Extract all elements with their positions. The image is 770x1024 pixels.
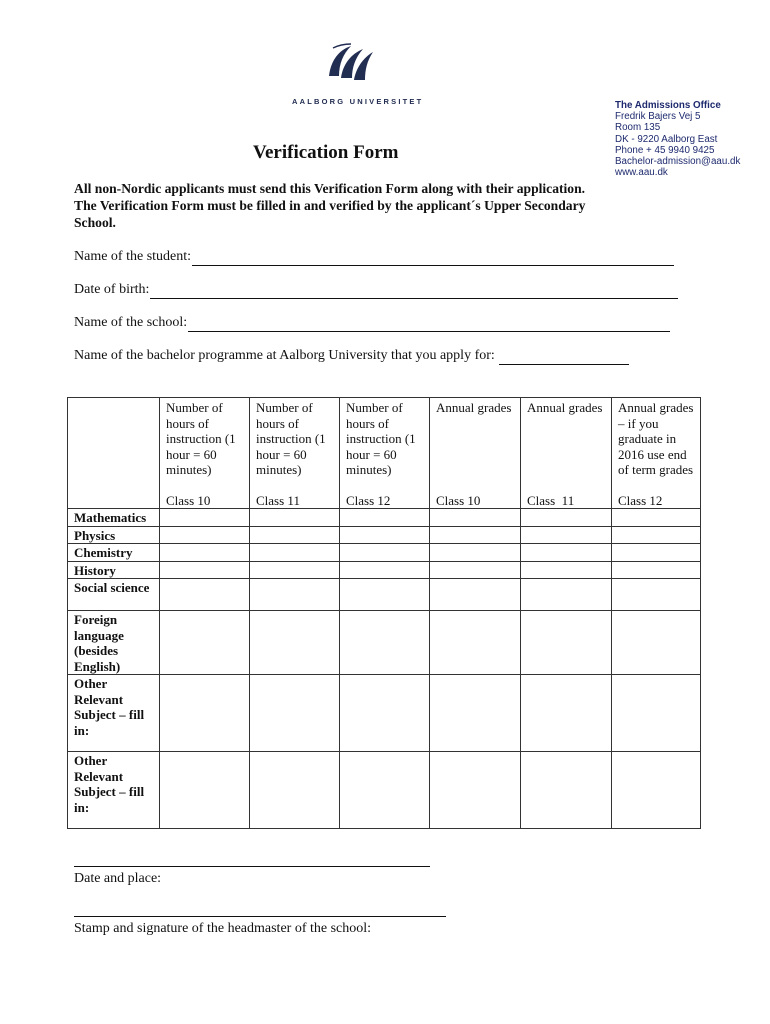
grade-cell[interactable] [521, 579, 612, 611]
column-header-text: Annual grades [527, 400, 603, 415]
column-header-text: Number of hours of instruction (1 hour = 60 minutes) [346, 400, 416, 477]
column-header [250, 398, 340, 509]
table-row [68, 579, 701, 611]
grade-cell[interactable] [340, 561, 430, 579]
grade-cell[interactable] [521, 561, 612, 579]
grade-cell[interactable] [612, 752, 701, 829]
grade-cell[interactable] [160, 526, 250, 544]
grade-cell[interactable] [612, 611, 701, 675]
grade-cell[interactable] [250, 561, 340, 579]
aau-logo [325, 42, 385, 88]
grade-cell[interactable] [250, 611, 340, 675]
grade-cell[interactable] [160, 544, 250, 562]
subject-label: History [68, 561, 160, 579]
address-line: Fredrik Bajers Vej 5 [615, 111, 701, 123]
grade-cell[interactable] [521, 752, 612, 829]
grade-cell[interactable] [340, 611, 430, 675]
table-row [68, 526, 701, 544]
grade-cell[interactable] [521, 526, 612, 544]
grade-cell[interactable] [340, 509, 430, 527]
grade-cell[interactable] [430, 544, 521, 562]
grade-cell[interactable] [160, 752, 250, 829]
grade-cell[interactable] [250, 579, 340, 611]
subject-label: Foreign language (besides English) [68, 611, 160, 675]
grade-cell[interactable] [250, 675, 340, 752]
subject-label: Social science [68, 579, 160, 611]
column-header-text: Number of hours of instruction (1 hour = 60 minutes) [166, 400, 236, 477]
university-name: AALBORG UNIVERSITET [292, 97, 424, 106]
table-row [68, 561, 701, 579]
column-header-text: Annual grades – if you graduate in 2016 use end of term grades [618, 400, 694, 477]
grade-cell[interactable] [160, 611, 250, 675]
table-row [68, 611, 701, 675]
signature-input-line[interactable] [74, 916, 446, 917]
grade-cell[interactable] [612, 675, 701, 752]
date-of-birth-input-line[interactable] [150, 286, 678, 299]
grade-cell[interactable] [160, 509, 250, 527]
grade-cell[interactable] [340, 579, 430, 611]
grade-cell[interactable] [430, 509, 521, 527]
class-label: Class 10 [166, 492, 211, 508]
grades-table [67, 397, 701, 829]
column-header [521, 398, 612, 509]
column-header-text: Number of hours of instruction (1 hour = 60 minutes) [256, 400, 326, 477]
subject-label: Other Relevant Subject – fill in: [68, 752, 160, 829]
grade-cell[interactable] [340, 752, 430, 829]
class-label: Class 10 [436, 492, 481, 508]
field-label: Name of the bachelor programme at Aalborg University that you apply for: [74, 348, 499, 363]
field-label: Name of the school: [74, 315, 188, 330]
grade-cell[interactable] [430, 611, 521, 675]
admissions-office-address [615, 100, 765, 178]
grade-cell[interactable] [340, 526, 430, 544]
column-header [612, 398, 701, 509]
grade-cell[interactable] [160, 579, 250, 611]
table-row [68, 544, 701, 562]
programme-input-line[interactable] [499, 352, 629, 365]
date-place-input-line[interactable] [74, 866, 430, 867]
subject-label: Mathematics [68, 509, 160, 527]
grade-cell[interactable] [340, 675, 430, 752]
class-label: Class 11 [527, 492, 575, 508]
column-header [160, 398, 250, 509]
grade-cell[interactable] [250, 526, 340, 544]
grade-cell[interactable] [430, 579, 521, 611]
grade-cell[interactable] [160, 561, 250, 579]
intro-text: All non-Nordic applicants must send this Verification Form along with their application. The Verification Form must be filled in and verified by the applicant´s Upper Secondary School. [74, 181, 586, 230]
grade-cell[interactable] [340, 544, 430, 562]
table-row [68, 675, 701, 752]
field-label: Name of the student: [74, 249, 192, 264]
address-line: DK - 9220 Aalborg East [615, 133, 718, 145]
programme-field [74, 347, 629, 365]
date-place-label: Date and place: [74, 871, 162, 886]
grade-cell[interactable] [160, 675, 250, 752]
school-name-input-line[interactable] [188, 319, 670, 332]
column-header [430, 398, 521, 509]
grade-cell[interactable] [250, 752, 340, 829]
address-line: Room 135 [615, 122, 661, 134]
grade-cell[interactable] [250, 544, 340, 562]
grade-cell[interactable] [430, 526, 521, 544]
grade-cell[interactable] [430, 561, 521, 579]
table-row [68, 509, 701, 527]
student-name-field [74, 248, 674, 266]
class-label: Class 12 [618, 492, 663, 508]
office-title: The Admissions Office [615, 100, 721, 111]
field-label: Date of birth: [74, 282, 150, 297]
table-header-row [68, 398, 701, 509]
grade-cell[interactable] [430, 675, 521, 752]
grade-cell[interactable] [250, 509, 340, 527]
class-label: Class 11 [256, 492, 300, 508]
subject-label: Physics [68, 526, 160, 544]
header-empty-cell [68, 398, 160, 509]
email-link[interactable]: Bachelor-admission@aau.dk [615, 156, 741, 168]
grade-cell[interactable] [612, 579, 701, 611]
column-header-text: Annual grades [436, 400, 512, 415]
table-row [68, 752, 701, 829]
grade-cell[interactable] [521, 611, 612, 675]
grade-cell[interactable] [430, 752, 521, 829]
website-link[interactable]: www.aau.dk [615, 167, 668, 179]
grade-cell[interactable] [612, 526, 701, 544]
date-of-birth-field [74, 281, 678, 299]
grade-cell[interactable] [521, 544, 612, 562]
column-header [340, 398, 430, 509]
address-line: Phone + 45 9940 9425 [615, 144, 715, 156]
page-title: Verification Form [253, 142, 399, 163]
subject-label: Chemistry [68, 544, 160, 562]
subject-label: Other Relevant Subject – fill in: [68, 675, 160, 752]
class-label: Class 12 [346, 492, 391, 508]
signature-label: Stamp and signature of the headmaster of the school: [74, 921, 372, 936]
student-name-input-line[interactable] [192, 253, 674, 266]
grade-cell[interactable] [612, 509, 701, 527]
grade-cell[interactable] [521, 509, 612, 527]
grade-cell[interactable] [521, 675, 612, 752]
school-name-field [74, 314, 670, 332]
grade-cell[interactable] [612, 561, 701, 579]
grade-cell[interactable] [612, 544, 701, 562]
